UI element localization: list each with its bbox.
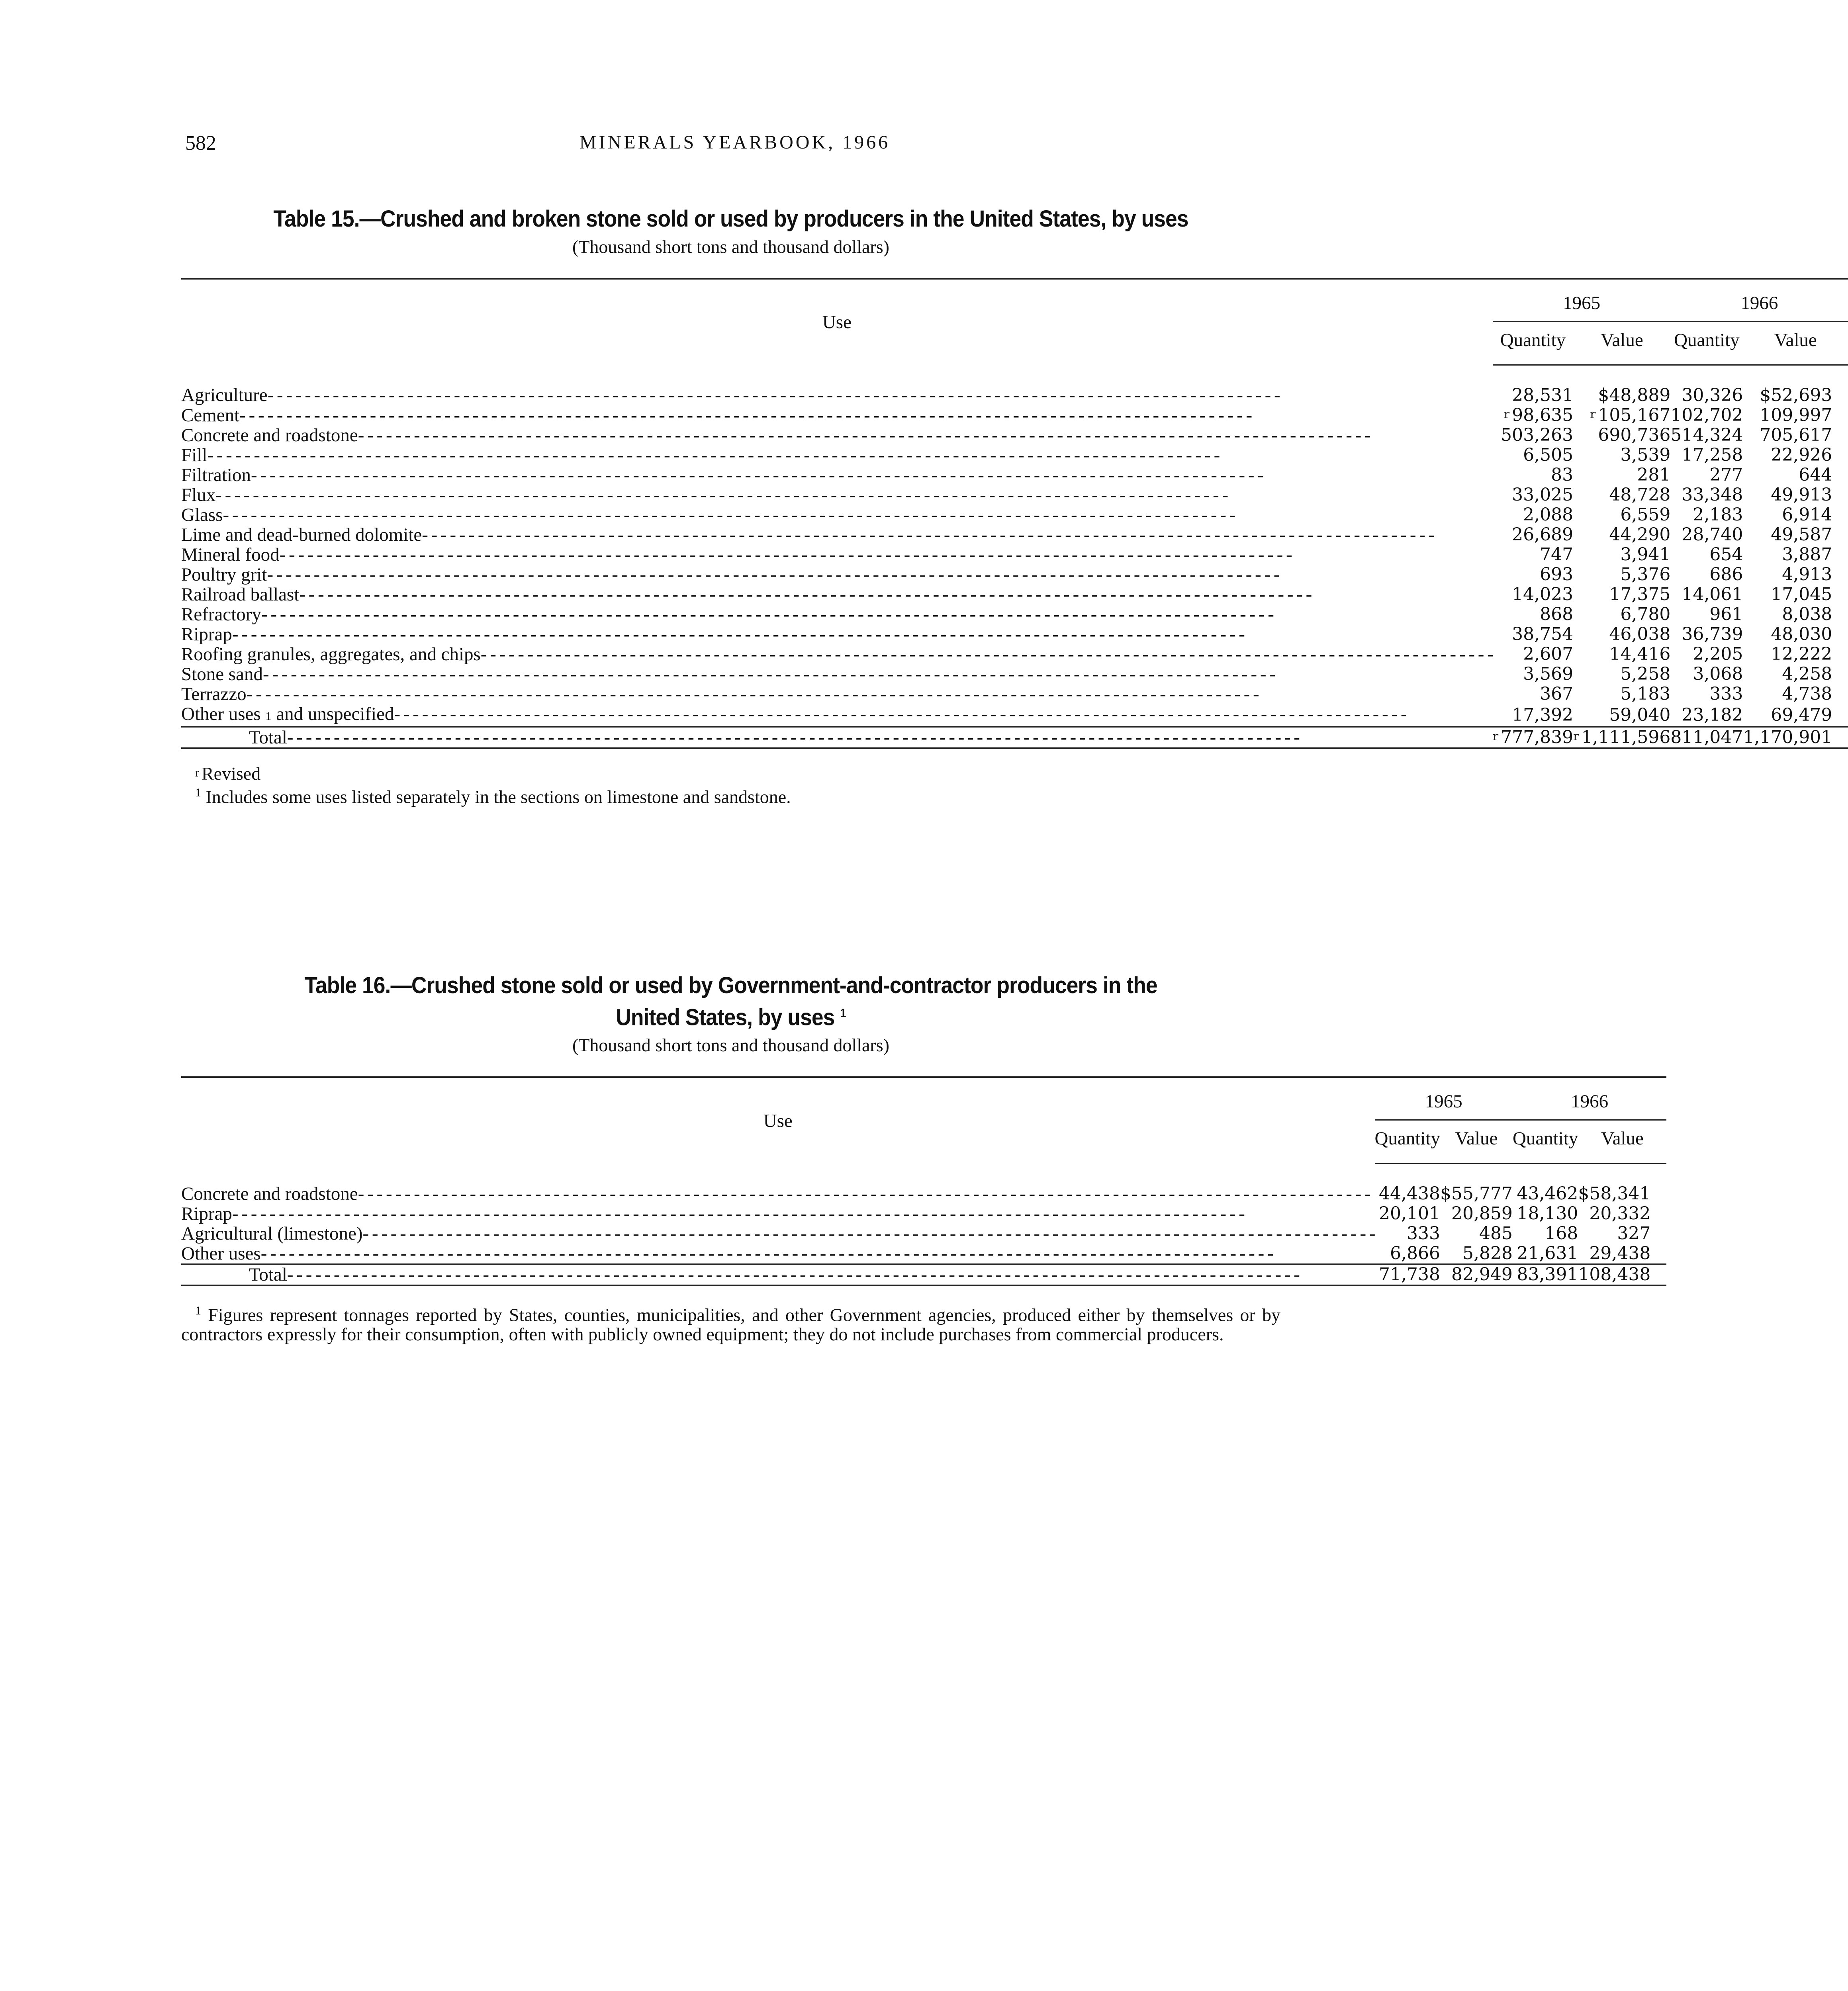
cell-value: $48,889 <box>1598 385 1671 405</box>
footnote-1 <box>181 783 1280 806</box>
cell-q1966 <box>1670 624 1743 644</box>
cell-value: 5,828 <box>1462 1243 1513 1264</box>
cell-q1965 <box>1493 565 1573 585</box>
cell-v1965 <box>1573 465 1670 485</box>
cell-v1966 <box>1743 485 1848 505</box>
cell-q1965 <box>1493 585 1573 604</box>
table-row <box>181 1204 1666 1224</box>
cell-q1966 <box>1670 684 1743 704</box>
total-q1966 <box>1670 727 1743 749</box>
cell-value: 333 <box>1407 1223 1440 1244</box>
cell-value: 747 <box>1540 544 1574 565</box>
column-header-quantity-1966: Quantity <box>1513 1120 1578 1164</box>
cell-v1965 <box>1573 405 1670 425</box>
cell-v1965 <box>1573 545 1670 565</box>
cell-q1965 <box>1375 1204 1440 1224</box>
table-row <box>181 465 1848 485</box>
row-label <box>181 365 1493 406</box>
table-row <box>181 1224 1666 1244</box>
cell-value: 2,183 <box>1693 505 1743 525</box>
cell-v1966 <box>1743 704 1848 727</box>
table-row <box>181 485 1848 505</box>
cell-v1965 <box>1440 1224 1513 1244</box>
cell-q1965 <box>1493 465 1573 485</box>
cell-q1965 <box>1493 505 1573 525</box>
total-value: 71,738 <box>1379 1264 1440 1285</box>
cell-v1965 <box>1573 644 1670 664</box>
cell-value: 485 <box>1479 1223 1513 1244</box>
revised-mark: r <box>1573 730 1579 743</box>
cell-value: 28,740 <box>1682 524 1743 545</box>
table-row <box>181 684 1848 704</box>
total-q1965 <box>1493 727 1573 749</box>
cell-value: 36,739 <box>1682 624 1743 644</box>
column-header-use: Use <box>181 1077 1375 1164</box>
cell-value: 59,040 <box>1609 705 1671 725</box>
cell-value: 12,222 <box>1771 644 1832 664</box>
cell-v1965 <box>1573 664 1670 684</box>
total-label <box>181 1264 1375 1286</box>
table-16-title <box>225 972 1236 1031</box>
cell-value: 8,038 <box>1782 604 1832 624</box>
row-label <box>181 585 1493 604</box>
cell-value: $55,777 <box>1440 1183 1513 1204</box>
cell-value: 2,088 <box>1523 505 1574 525</box>
table-row <box>181 1244 1666 1264</box>
table-16-footnotes <box>181 1301 1280 1344</box>
cell-q1966 <box>1513 1204 1578 1224</box>
cell-value: 102,702 <box>1670 405 1743 425</box>
total-label <box>181 727 1493 749</box>
cell-value: 4,913 <box>1782 564 1832 585</box>
cell-q1965 <box>1493 644 1573 664</box>
cell-value: 29,438 <box>1589 1243 1651 1264</box>
cell-v1966 <box>1743 505 1848 525</box>
cell-v1965 <box>1440 1164 1513 1204</box>
cell-value: 367 <box>1540 684 1574 704</box>
cell-q1965 <box>1493 405 1573 425</box>
running-head: MINERALS YEARBOOK, 1966 <box>579 132 891 153</box>
cell-q1966 <box>1670 644 1743 664</box>
cell-v1965 <box>1573 525 1670 545</box>
cell-q1966 <box>1513 1224 1578 1244</box>
row-label-text: Agriculture <box>181 385 268 406</box>
row-label <box>181 445 1493 465</box>
cell-v1965 <box>1573 425 1670 445</box>
cell-value: 44,290 <box>1609 524 1671 545</box>
cell-value: 17,258 <box>1682 445 1743 465</box>
cell-v1965 <box>1573 684 1670 704</box>
cell-q1965 <box>1493 545 1573 565</box>
table-row <box>181 585 1848 604</box>
cell-value: 168 <box>1545 1223 1578 1244</box>
row-label-text: Concrete and roadstone <box>181 1183 358 1204</box>
cell-value: 503,263 <box>1501 425 1574 445</box>
cell-value: 3,569 <box>1523 664 1574 684</box>
column-header-quantity-1966: Quantity <box>1670 322 1743 365</box>
cell-value: 277 <box>1709 465 1743 485</box>
total-value: 82,949 <box>1451 1264 1513 1285</box>
table-15-grid <box>181 278 1848 749</box>
row-label <box>181 1204 1375 1224</box>
table-row <box>181 405 1848 425</box>
cell-value: 17,375 <box>1609 584 1671 604</box>
footnote-1-text: Includes some uses listed separately in the sections on limestone and sandstone. <box>206 786 791 807</box>
table-15-footnotes <box>181 764 1280 806</box>
cell-q1966 <box>1670 445 1743 465</box>
cell-value: 3,539 <box>1620 445 1671 465</box>
cell-value: 5,376 <box>1620 564 1671 585</box>
row-label-text: Cement <box>181 405 240 426</box>
cell-value: 44,438 <box>1379 1183 1440 1204</box>
cell-value: 686 <box>1709 564 1743 585</box>
table-16-title-line1: Table 16.—Crushed stone sold or used by Government-and-contractor producers in the <box>304 972 1157 998</box>
cell-value: 18,130 <box>1517 1203 1578 1224</box>
cell-value: 693 <box>1540 564 1574 585</box>
cell-value: 961 <box>1709 604 1743 624</box>
table-row <box>181 425 1848 445</box>
cell-value: 21,631 <box>1517 1243 1578 1264</box>
column-header-value-1965: Value <box>1440 1120 1513 1164</box>
cell-value: 6,505 <box>1523 445 1574 465</box>
cell-q1966 <box>1670 704 1743 727</box>
cell-v1966 <box>1743 465 1848 485</box>
footnote-revised-mark: r <box>195 766 199 779</box>
cell-v1965 <box>1573 445 1670 465</box>
cell-q1966 <box>1670 485 1743 505</box>
table-16-title-line2: United States, by uses <box>616 1004 835 1031</box>
cell-q1965 <box>1375 1164 1440 1204</box>
cell-value: 868 <box>1540 604 1574 624</box>
cell-value: 20,101 <box>1379 1203 1440 1224</box>
row-label <box>181 604 1493 624</box>
table-15-title: Table 15.—Crushed and broken stone sold or used by producers in the United States, by uses <box>273 206 1188 232</box>
cell-q1966 <box>1670 545 1743 565</box>
total-q1966 <box>1513 1264 1578 1286</box>
cell-value: 33,025 <box>1512 485 1574 505</box>
cell-value: $58,341 <box>1578 1183 1651 1204</box>
cell-q1965 <box>1375 1224 1440 1244</box>
table-15-subtitle: (Thousand short tons and thousand dollars) <box>572 237 889 257</box>
cell-value: 6,914 <box>1782 505 1832 525</box>
cell-value: 333 <box>1709 684 1743 704</box>
cell-v1966 <box>1743 585 1848 604</box>
cell-value: 38,754 <box>1512 624 1574 644</box>
cell-v1966 <box>1578 1204 1666 1224</box>
row-label <box>181 425 1493 445</box>
cell-value: 33,348 <box>1682 485 1743 505</box>
cell-value: 46,038 <box>1609 624 1671 644</box>
row-label <box>181 465 1493 485</box>
cell-q1965 <box>1493 624 1573 644</box>
table-row <box>181 624 1848 644</box>
row-label <box>181 1224 1375 1244</box>
cell-value: 69,479 <box>1771 705 1832 725</box>
row-label <box>181 664 1493 684</box>
total-v1965 <box>1440 1264 1513 1286</box>
row-label-text: Glass <box>181 505 223 525</box>
cell-value: 23,182 <box>1682 705 1743 725</box>
total-row <box>181 1264 1666 1286</box>
row-label <box>181 1244 1375 1264</box>
cell-v1965 <box>1573 624 1670 644</box>
cell-q1966 <box>1670 505 1743 525</box>
cell-value: 644 <box>1799 465 1832 485</box>
cell-q1965 <box>1493 704 1573 727</box>
total-value: 811,047 <box>1670 727 1743 747</box>
cell-value: 109,997 <box>1760 405 1832 425</box>
row-label <box>181 624 1493 644</box>
row-label-text: Railroad ballast <box>181 584 300 605</box>
column-header-year-1965: 1965 <box>1375 1077 1513 1120</box>
cell-v1966 <box>1578 1244 1666 1264</box>
cell-q1966 <box>1670 405 1743 425</box>
revised-mark: r <box>1492 730 1499 743</box>
total-row <box>181 727 1848 749</box>
cell-v1966 <box>1743 525 1848 545</box>
cell-value: 28,531 <box>1512 385 1574 405</box>
cell-value: 49,587 <box>1771 524 1832 545</box>
revised-mark: r <box>1503 407 1510 421</box>
column-header-value-1966: Value <box>1578 1120 1666 1164</box>
cell-value: 98,635 <box>1512 405 1574 425</box>
total-value: 108,438 <box>1578 1264 1651 1285</box>
cell-v1966 <box>1743 365 1848 406</box>
table-15 <box>181 205 1832 807</box>
table-row <box>181 525 1848 545</box>
cell-q1966 <box>1670 604 1743 624</box>
revised-mark: r <box>1590 407 1596 421</box>
row-label <box>181 485 1493 505</box>
cell-v1966 <box>1578 1164 1666 1204</box>
cell-value: 705,617 <box>1760 425 1832 445</box>
table-row <box>181 644 1848 664</box>
cell-value: 690,736 <box>1598 425 1671 445</box>
row-label <box>181 644 1493 664</box>
footnote-1-mark: 1 <box>195 786 201 799</box>
table-row <box>181 604 1848 624</box>
row-label-text: Other uses <box>181 1243 261 1264</box>
column-header-use: Use <box>181 279 1493 365</box>
cell-value: 48,728 <box>1609 485 1671 505</box>
row-label <box>181 545 1493 565</box>
row-label <box>181 525 1493 545</box>
cell-v1966 <box>1578 1224 1666 1244</box>
table-row <box>181 445 1848 465</box>
cell-value: 14,023 <box>1512 584 1574 604</box>
total-q1965 <box>1375 1264 1440 1286</box>
table-row <box>181 365 1848 406</box>
cell-q1965 <box>1493 485 1573 505</box>
row-label <box>181 1164 1375 1204</box>
cell-q1966 <box>1670 664 1743 684</box>
cell-value: 17,045 <box>1771 584 1832 604</box>
total-value: 83,391 <box>1517 1264 1578 1285</box>
footnote-1-text: Figures represent tonnages reported by States, counties, municipalities, and other Government agencies, produced either by themselves or by contractors expressly for their consumption, often with publicly owned equipment; they do not include purchases from commercial producers. <box>181 1305 1281 1344</box>
page-header <box>185 131 1284 163</box>
cell-q1966 <box>1670 525 1743 545</box>
cell-v1966 <box>1743 664 1848 684</box>
cell-value: 20,859 <box>1451 1203 1513 1224</box>
table-row <box>181 545 1848 565</box>
row-label-text: Concrete and roadstone <box>181 425 358 446</box>
footnote-1 <box>181 1301 1280 1344</box>
cell-q1966 <box>1513 1164 1578 1204</box>
row-label-text: Agricultural (limestone) <box>181 1223 363 1244</box>
cell-v1965 <box>1440 1204 1513 1224</box>
row-label-text: Filtration <box>181 465 251 485</box>
cell-v1966 <box>1743 565 1848 585</box>
row-label <box>181 565 1493 585</box>
total-label-text: Total <box>249 727 287 748</box>
table-row <box>181 664 1848 684</box>
page-number: 582 <box>185 132 216 155</box>
cell-q1965 <box>1493 445 1573 465</box>
cell-value: 26,689 <box>1512 524 1574 545</box>
row-label-text: Roofing granules, aggregates, and chips <box>181 644 481 665</box>
cell-q1966 <box>1670 585 1743 604</box>
cell-q1966 <box>1670 465 1743 485</box>
row-label-text: Riprap <box>181 624 232 645</box>
cell-value: 22,926 <box>1771 445 1832 465</box>
footnote-revised <box>181 764 1280 783</box>
row-label <box>181 505 1493 525</box>
cell-value: 6,559 <box>1620 505 1671 525</box>
cell-value: 4,258 <box>1782 664 1832 684</box>
row-label-text: Stone sand <box>181 664 263 685</box>
cell-value: 3,887 <box>1782 544 1832 565</box>
footnote-revised-text: Revised <box>202 763 261 784</box>
cell-value: 6,780 <box>1620 604 1671 624</box>
column-header-value-1965: Value <box>1573 322 1670 365</box>
total-value: 1,111,596 <box>1581 727 1671 747</box>
cell-q1966 <box>1670 425 1743 445</box>
cell-value: 83 <box>1551 465 1574 485</box>
cell-v1966 <box>1743 445 1848 465</box>
total-v1966 <box>1578 1264 1666 1286</box>
row-label-text: Flux <box>181 485 216 505</box>
cell-q1966 <box>1670 365 1743 406</box>
cell-value: 2,607 <box>1523 644 1574 664</box>
table-16-subtitle: (Thousand short tons and thousand dollars) <box>572 1035 889 1056</box>
row-label-text: Other uses <box>181 704 261 724</box>
cell-value: 2,205 <box>1693 644 1743 664</box>
cell-v1965 <box>1573 565 1670 585</box>
cell-value: $52,693 <box>1760 385 1832 405</box>
row-label-text: Terrazzo <box>181 684 247 704</box>
row-label <box>181 405 1493 425</box>
table-row <box>181 1164 1666 1204</box>
cell-q1965 <box>1493 604 1573 624</box>
column-header-quantity-1965: Quantity <box>1493 322 1573 365</box>
row-label-text: Riprap <box>181 1203 232 1224</box>
cell-v1965 <box>1573 365 1670 406</box>
cell-v1965 <box>1440 1244 1513 1264</box>
total-value: 777,839 <box>1501 727 1574 747</box>
row-label-text: Lime and dead-burned dolomite <box>181 524 422 545</box>
total-v1965 <box>1573 727 1670 749</box>
column-header-year-1966: 1966 <box>1513 1077 1666 1120</box>
table-row <box>181 565 1848 585</box>
cell-v1965 <box>1573 505 1670 525</box>
cell-value: 20,332 <box>1589 1203 1651 1224</box>
cell-q1965 <box>1493 684 1573 704</box>
total-v1966 <box>1743 727 1848 749</box>
cell-value: 14,061 <box>1682 584 1743 604</box>
cell-value: 5,258 <box>1620 664 1671 684</box>
cell-v1966 <box>1743 684 1848 704</box>
table-row <box>181 505 1848 525</box>
column-header-quantity-1965: Quantity <box>1375 1120 1440 1164</box>
total-label-text: Total <box>249 1264 287 1285</box>
cell-value: 654 <box>1709 544 1743 565</box>
cell-q1965 <box>1493 425 1573 445</box>
row-label-text: Fill <box>181 445 208 465</box>
row-label-text: Mineral food <box>181 544 280 565</box>
cell-value: 281 <box>1637 465 1671 485</box>
cell-value: 4,738 <box>1782 684 1832 704</box>
cell-v1965 <box>1573 485 1670 505</box>
total-value: 1,170,901 <box>1743 727 1832 747</box>
row-label-text: Poultry grit <box>181 564 267 585</box>
cell-q1966 <box>1513 1244 1578 1264</box>
cell-value: 5,183 <box>1620 684 1671 704</box>
cell-value: 105,167 <box>1598 405 1671 425</box>
cell-q1965 <box>1493 525 1573 545</box>
cell-value: 48,030 <box>1771 624 1832 644</box>
cell-v1965 <box>1573 704 1670 727</box>
cell-value: 6,866 <box>1390 1243 1440 1264</box>
row-label-text: Refractory <box>181 604 261 625</box>
cell-v1966 <box>1743 425 1848 445</box>
cell-value: 3,068 <box>1693 664 1743 684</box>
cell-value: 49,913 <box>1771 485 1832 505</box>
cell-value: 3,941 <box>1620 544 1671 565</box>
row-label-suffix: and unspecified <box>276 704 394 724</box>
cell-value: 43,462 <box>1517 1183 1578 1204</box>
row-label-note: 1 <box>265 710 272 723</box>
cell-value: 327 <box>1617 1223 1651 1244</box>
cell-value: 30,326 <box>1682 385 1743 405</box>
cell-v1965 <box>1573 604 1670 624</box>
cell-v1966 <box>1743 604 1848 624</box>
cell-value: 14,416 <box>1609 644 1671 664</box>
row-label <box>181 684 1493 704</box>
cell-q1966 <box>1670 565 1743 585</box>
cell-v1966 <box>1743 624 1848 644</box>
row-label <box>181 704 1493 727</box>
cell-v1966 <box>1743 644 1848 664</box>
column-header-year-1966: 1966 <box>1670 279 1848 322</box>
table-16-title-note: 1 <box>840 1007 846 1020</box>
table-row <box>181 704 1848 727</box>
cell-q1965 <box>1375 1244 1440 1264</box>
table-16 <box>181 972 1651 1344</box>
cell-q1965 <box>1493 664 1573 684</box>
column-header-year-1965: 1965 <box>1493 279 1671 322</box>
cell-q1965 <box>1493 365 1573 406</box>
cell-v1966 <box>1743 405 1848 425</box>
cell-value: 514,324 <box>1670 425 1743 445</box>
cell-value: 17,392 <box>1512 705 1574 725</box>
footnote-1-mark: 1 <box>195 1304 201 1318</box>
cell-v1966 <box>1743 545 1848 565</box>
column-header-value-1966: Value <box>1743 322 1848 365</box>
table-16-grid <box>181 1076 1666 1286</box>
cell-v1965 <box>1573 585 1670 604</box>
